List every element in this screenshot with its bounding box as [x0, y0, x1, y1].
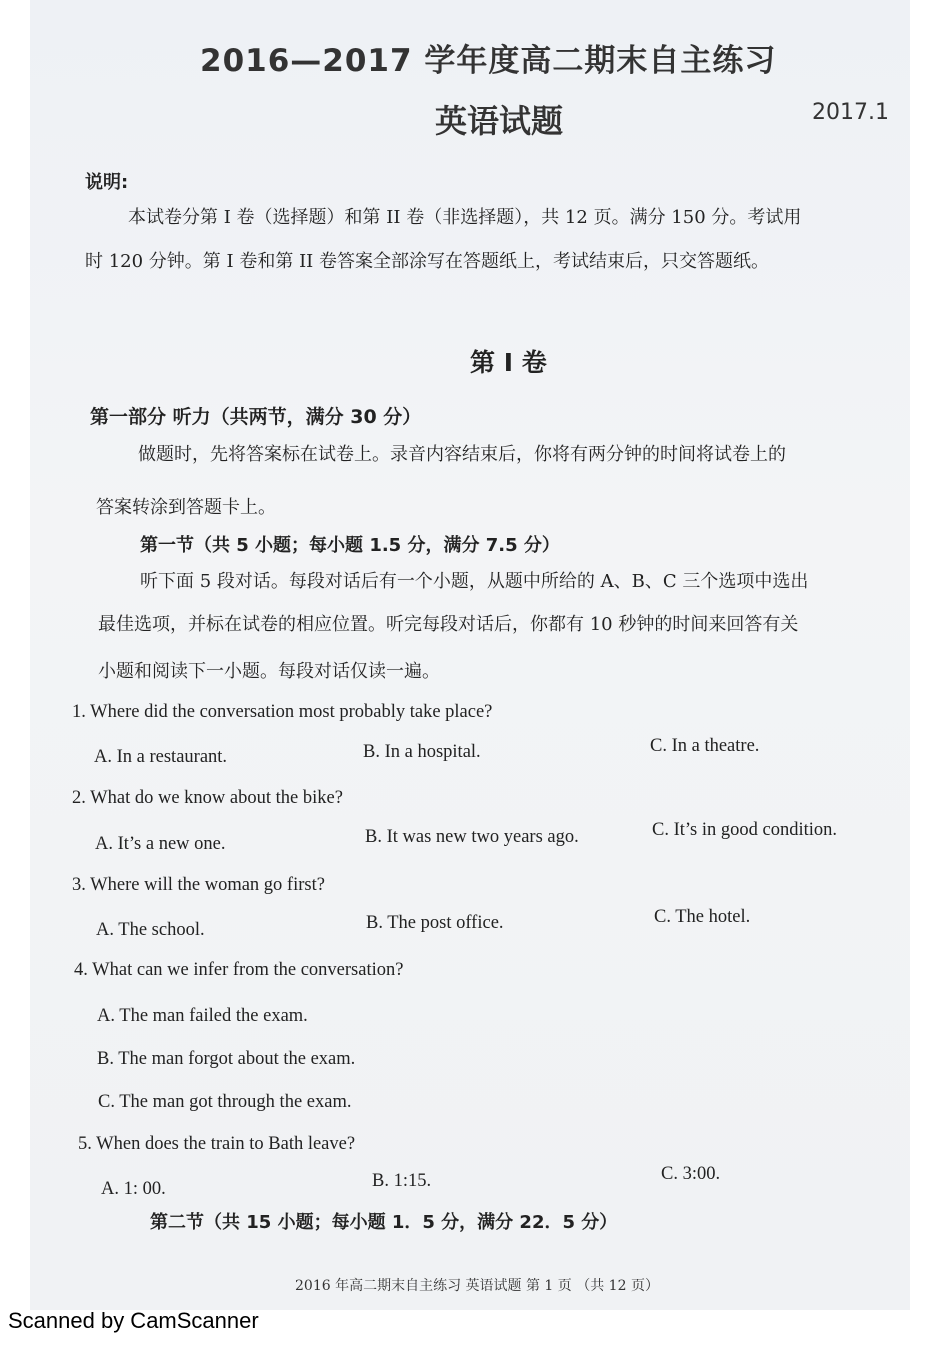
- scanner-watermark: Scanned by CamScanner: [8, 1308, 259, 1333]
- question-2-option-b: B. It was new two years ago.: [365, 827, 579, 847]
- section1-instructions-line-2: 最佳选项，并标在试卷的相应位置。听完每段对话后，你都有 10 秒钟的时间来回答有关: [98, 614, 799, 635]
- question-5: 5. When does the train to Bath leave?: [78, 1134, 356, 1154]
- question-1-option-a: A. In a restaurant.: [94, 747, 228, 767]
- question-4: 4. What can we infer from the conversation?: [74, 960, 404, 980]
- question-3-option-a: A. The school.: [96, 920, 205, 940]
- question-4-option-c: C. The man got through the exam.: [98, 1092, 352, 1112]
- question-5-option-a: A. 1: 00.: [101, 1179, 166, 1199]
- exam-title: 2016—2017 学年度高二期末自主练习: [200, 43, 777, 79]
- question-4-option-a: A. The man failed the exam.: [97, 1006, 308, 1026]
- question-4-option-b: B. The man forgot about the exam.: [97, 1049, 356, 1069]
- volume-heading: 第 I 卷: [470, 348, 547, 377]
- question-5-option-c: C. 3:00.: [661, 1164, 721, 1184]
- section2-heading: 第二节（共 15 小题；每小题 1．5 分，满分 22．5 分）: [150, 1212, 618, 1233]
- notes-label: 说明:: [85, 172, 129, 193]
- section1-heading: 第一节（共 5 小题；每小题 1.5 分，满分 7.5 分）: [140, 535, 560, 556]
- question-1-option-c: C. In a theatre.: [650, 736, 760, 756]
- page-footer: 2016 年高二期末自主练习 英语试题 第 1 页 （共 12 页）: [295, 1278, 659, 1294]
- part1-heading: 第一部分 听力（共两节，满分 30 分）: [90, 406, 422, 428]
- question-5-option-b: B. 1:15.: [372, 1171, 432, 1191]
- question-3-option-b: B. The post office.: [366, 913, 504, 933]
- section1-instructions-line-1: 听下面 5 段对话。每段对话后有一个小题，从题中所给的 A、B、C 三个选项中选出: [140, 571, 809, 592]
- question-2-option-c: C. It’s in good condition.: [652, 820, 837, 840]
- question-3: 3. Where will the woman go first?: [72, 875, 325, 895]
- exam-date: 2017.1: [812, 100, 889, 125]
- exam-page: [30, 0, 910, 1310]
- question-1: 1. Where did the conversation most probably take place?: [72, 702, 493, 722]
- question-2: 2. What do we know about the bike?: [72, 788, 343, 808]
- section1-instructions-line-3: 小题和阅读下一小题。每段对话仅读一遍。: [98, 661, 440, 682]
- notes-line-2: 时 120 分钟。第 I 卷和第 II 卷答案全部涂写在答题纸上，考试结束后，只交答题纸。: [85, 251, 770, 272]
- notes-line-1: 本试卷分第 I 卷（选择题）和第 II 卷（非选择题），共 12 页。满分 150 分。考试用: [128, 207, 802, 228]
- question-3-option-c: C. The hotel.: [654, 907, 751, 927]
- subject-title: 英语试题: [435, 102, 564, 140]
- part1-directions-line-2: 答案转涂到答题卡上。: [96, 497, 276, 518]
- part1-directions-line-1: 做题时，先将答案标在试卷上。录音内容结束后，你将有两分钟的时间将试卷上的: [138, 444, 786, 465]
- question-2-option-a: A. It’s a new one.: [95, 834, 226, 854]
- question-1-option-b: B. In a hospital.: [363, 742, 481, 762]
